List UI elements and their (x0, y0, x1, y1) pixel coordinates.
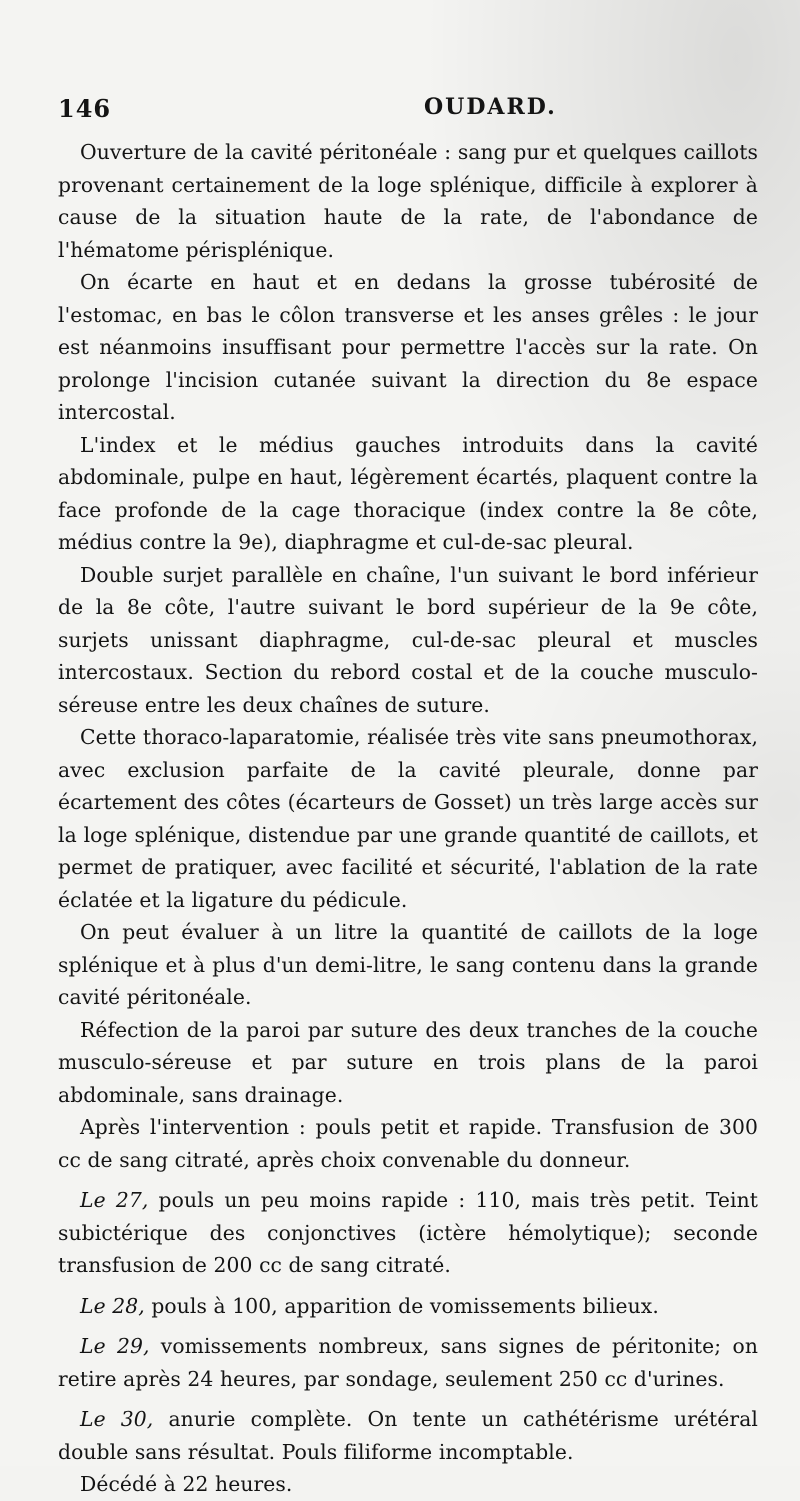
body-text (58, 136, 758, 1501)
entry-text: anurie complète. On tente un cathétérisme urétéral double sans résultat. Pouls filiforme incomptable. (58, 1407, 758, 1464)
paragraph: Après l'intervention : pouls petit et rapide. Transfusion de 300 cc de sang citraté, après choix convenable du donneur. (58, 1115, 758, 1172)
daily-entry (58, 1184, 758, 1282)
running-title: OUDARD. (424, 94, 557, 120)
entry-text: pouls à 100, apparition de vomissements bilieux. (144, 1293, 659, 1318)
entry-date: Le 28, (80, 1293, 145, 1318)
page-number: 146 (58, 94, 112, 123)
daily-entry (58, 1330, 758, 1395)
paragraph: L'index et le médius gauches introduits dans la cavité abdominale, pulpe en haut, légèrement écartés, plaquent contre la face profonde de la cage thoracique (index contre la 8e côte, médius contre la 9e), diaphragme et cul-de-sac pleural. (58, 432, 758, 554)
closing-line: Décédé à 22 heures. (80, 1472, 293, 1496)
daily-entry (58, 1290, 758, 1323)
paragraph: Réfection de la paroi par suture des deux tranches de la couche musculo-séreuse et par suture en trois plans de la paroi abdominale, sans drainage. (58, 1017, 758, 1107)
paragraph: On écarte en haut et en dedans la grosse tubérosité de l'estomac, en bas le côlon transverse et les anses grêles : le jour est néanmoins insuffisant pour permettre l'accès sur la rate. On prolonge l'incision cutanée suivant la direction du 8e espace intercostal. (58, 270, 758, 424)
entry-date: Le 27, (80, 1188, 149, 1212)
entry-date: Le 29, (80, 1334, 150, 1358)
entry-date: Le 30, (80, 1407, 154, 1431)
page-header (58, 94, 748, 130)
daily-entry (58, 1403, 758, 1468)
paragraph: Ouverture de la cavité péritonéale : sang pur et quelques caillots provenant certainement de la loge splénique, difficile à explorer à cause de la situation haute de la rate, de l'abondance de l'hématome périsplénique. (58, 140, 758, 262)
entry-text: vomissements nombreux, sans signes de péritonite; on retire après 24 heures, par sondage, seulement 250 cc d'urines. (58, 1334, 758, 1391)
paragraph: Cette thoraco-laparatomie, réalisée très vite sans pneumothorax, avec exclusion parfaite de la cavité pleurale, donne par écartement des côtes (écarteurs de Gosset) un très large accès sur la loge splénique, distendue par une grande quantité de caillots, et permet de pratiquer, avec facilité et sécurité, l'ablation de la rate éclatée et la ligature du pédicule. (58, 725, 758, 912)
paragraph: On peut évaluer à un litre la quantité de caillots de la loge splénique et à plus d'un demi-litre, le sang contenu dans la grande cavité péritonéale. (58, 920, 758, 1009)
entry-text: pouls un peu moins rapide : 110, mais très petit. Teint subictérique des conjonctives (ictère hémolytique); seconde transfusion de 200 cc de sang citraté. (58, 1188, 758, 1277)
paragraph: Double surjet parallèle en chaîne, l'un suivant le bord inférieur de la 8e côte, l'autre suivant le bord supérieur de la 9e côte, surjets unissant diaphragme, cul-de-sac pleural et muscles intercostaux. Section du rebord costal et de la couche musculo-séreuse entre les deux chaînes de suture. (58, 562, 758, 717)
